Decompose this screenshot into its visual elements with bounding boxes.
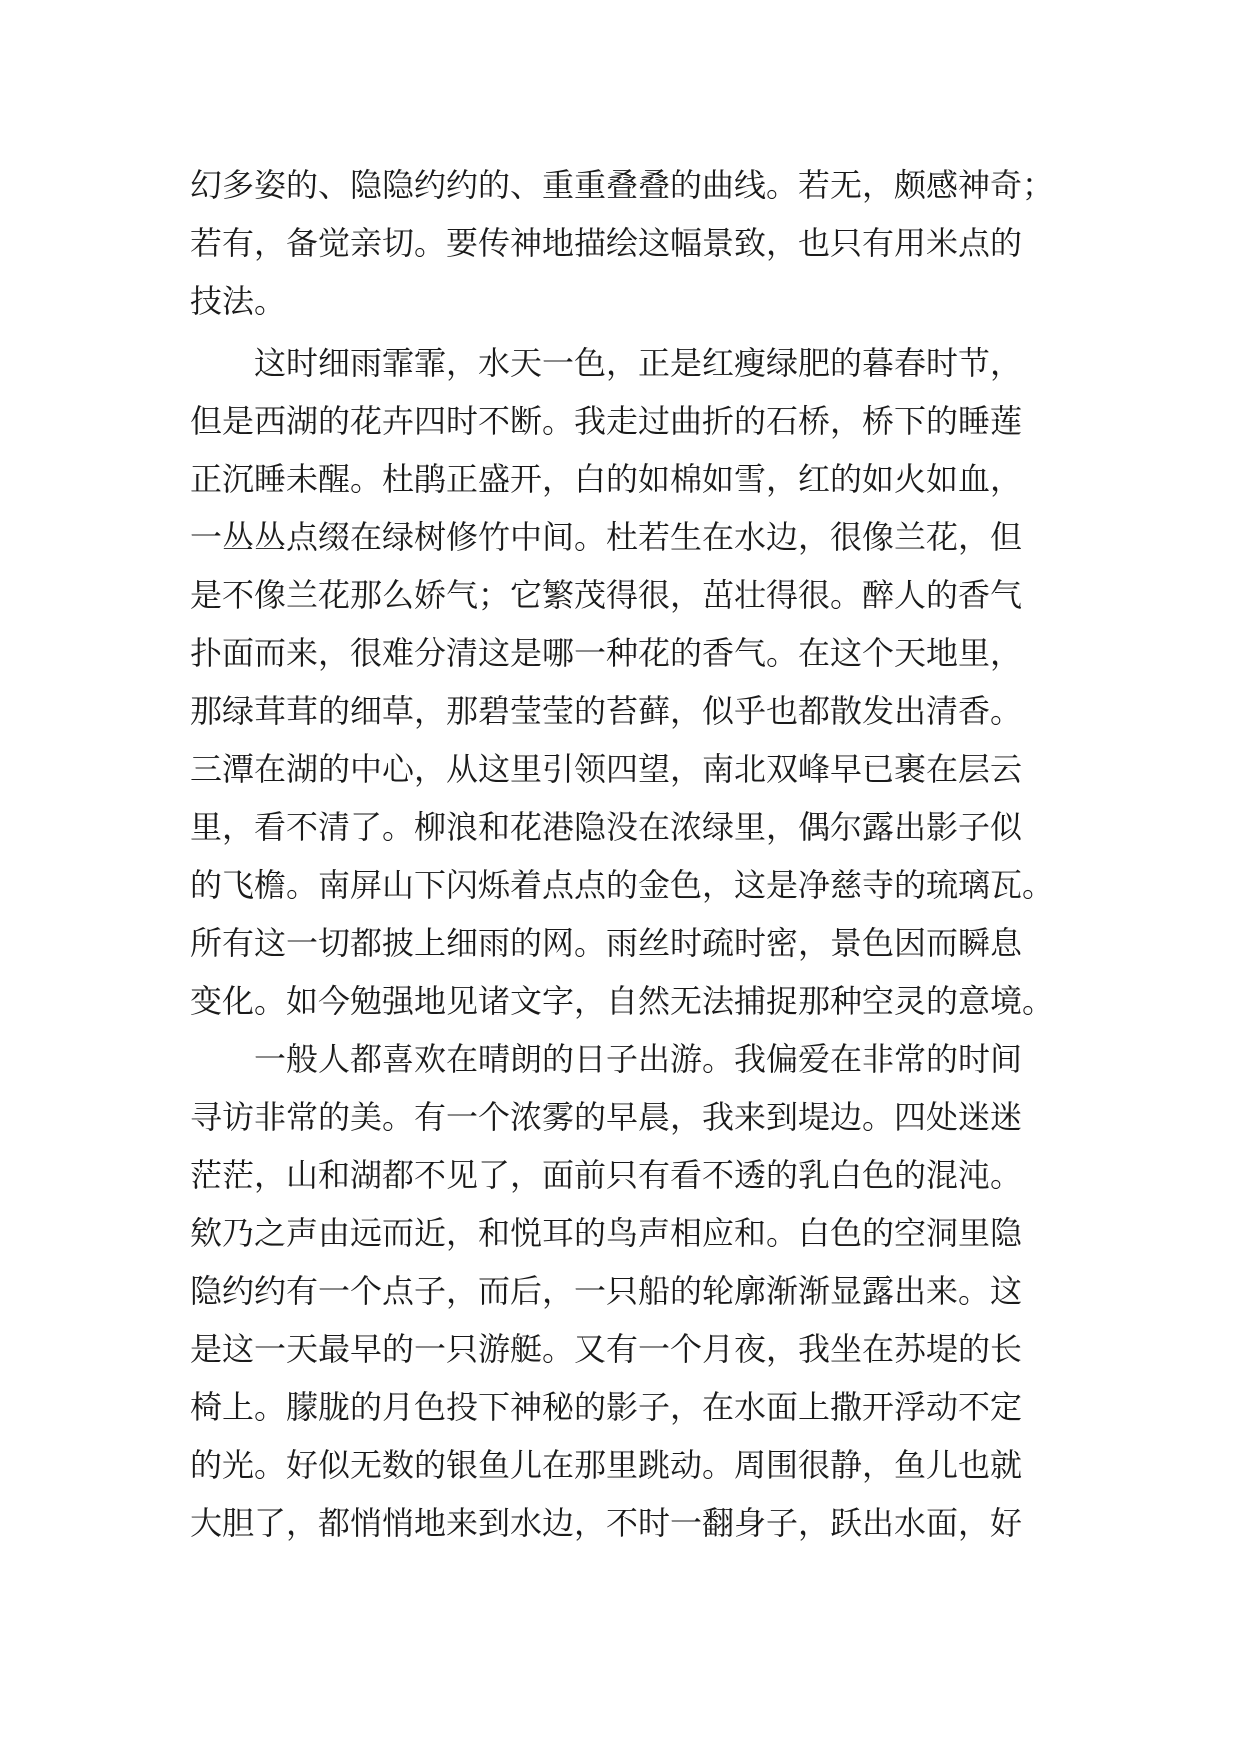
text-line: 是这一天最早的一只游艇。又有一个月夜，我坐在苏堤的长	[190, 1330, 1023, 1368]
text-line: 大胆了，都悄悄地来到水边，不时一翻身子，跃出水面，好	[190, 1504, 1023, 1542]
text-line: 里，看不清了。柳浪和花港隐没在浓绿里，偶尔露出影子似	[190, 808, 1023, 846]
body-text	[190, 156, 1070, 1552]
text-line: 那绿茸茸的细草，那碧莹莹的苔藓，似乎也都散发出清香。	[190, 692, 1023, 730]
text-line: 一丛丛点缀在绿树修竹中间。杜若生在水边，很像兰花，但	[190, 518, 1023, 556]
text-line: 的飞檐。南屏山下闪烁着点点的金色，这是净慈寺的琉璃瓦。	[190, 866, 1055, 904]
text-line: 是不像兰花那么娇气；它繁茂得很，茁壮得很。醉人的香气	[190, 576, 1023, 614]
text-line: 茫茫，山和湖都不见了，面前只有看不透的乳白色的混沌。	[190, 1156, 1023, 1194]
text-line: 三潭在湖的中心，从这里引领四望，南北双峰早已裹在层云	[190, 750, 1023, 788]
paragraph-start-line: 一般人都喜欢在晴朗的日子出游。我偏爱在非常的时间	[190, 1040, 1023, 1078]
text-line: 但是西湖的花卉四时不断。我走过曲折的石桥，桥下的睡莲	[190, 402, 1023, 440]
text-line: 若有，备觉亲切。要传神地描绘这幅景致，也只有用米点的	[190, 224, 1023, 262]
text-line: 隐约约有一个点子，而后，一只船的轮廓渐渐显露出来。这	[190, 1272, 1023, 1310]
paragraph-start-line: 这时细雨霏霏，水天一色，正是红瘦绿肥的暮春时节，	[190, 344, 1023, 382]
text-line: 寻访非常的美。有一个浓雾的早晨，我来到堤边。四处迷迷	[190, 1098, 1023, 1136]
text-line: 的光。好似无数的银鱼儿在那里跳动。周围很静，鱼儿也就	[190, 1446, 1023, 1484]
text-line: 技法。	[190, 282, 287, 320]
text-line: 欸乃之声由远而近，和悦耳的鸟声相应和。白色的空洞里隐	[190, 1214, 1023, 1252]
text-line: 所有这一切都披上细雨的网。雨丝时疏时密，景色因而瞬息	[190, 924, 1023, 962]
text-line: 幻多姿的、隐隐约约的、重重叠叠的曲线。若无，颇感神奇；	[190, 166, 1055, 204]
text-line: 变化。如今勉强地见诸文字，自然无法捕捉那种空灵的意境。	[190, 982, 1055, 1020]
text-line: 正沉睡未醒。杜鹃正盛开，白的如棉如雪，红的如火如血，	[190, 460, 1023, 498]
text-line: 扑面而来，很难分清这是哪一种花的香气。在这个天地里，	[190, 634, 1023, 672]
text-line: 椅上。朦胧的月色投下神秘的影子，在水面上撒开浮动不定	[190, 1388, 1023, 1426]
